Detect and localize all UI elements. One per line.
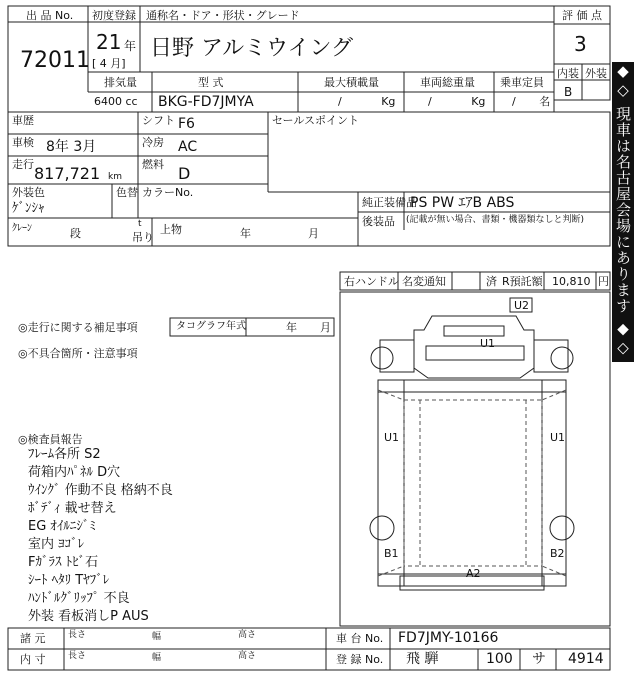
tacho-month: 月 bbox=[320, 321, 331, 334]
shift-label: シフト bbox=[142, 114, 175, 127]
tacho-label: タコグラフ年式 bbox=[176, 321, 246, 332]
inspector-item: ｳｲﾝｸﾞ 作動不良 格納不良 bbox=[28, 483, 173, 498]
reg-label: 登 録 No. bbox=[336, 653, 384, 666]
reg-kana: サ bbox=[532, 651, 546, 667]
inner-height-label: 高さ bbox=[238, 651, 257, 661]
inspector-label: ◎検査員報告 bbox=[18, 433, 83, 446]
mileage-unit: km bbox=[108, 172, 122, 182]
damage-mark: U1 bbox=[550, 431, 566, 444]
equipment-label: 純正装備品 bbox=[362, 196, 417, 209]
crane-stage: 段 bbox=[70, 227, 81, 240]
body-install-month: 月 bbox=[308, 227, 319, 240]
inspector-item: 室内 ﾖｺﾞﾚ bbox=[28, 537, 85, 552]
body-install-year: 年 bbox=[240, 227, 251, 240]
aftermarket-note: (記載が無い場合、書類・機器類なしと判断) bbox=[406, 215, 585, 225]
fuel-value: D bbox=[178, 164, 191, 183]
inspector-item: 荷箱内ﾊﾟﾈﾙ D穴 bbox=[28, 465, 121, 480]
color-no-label: カラーNo. bbox=[142, 186, 194, 199]
inspector-item: 外装 看板消しP AUS bbox=[28, 609, 149, 624]
chassis-label: 車 台 No. bbox=[336, 632, 384, 645]
max-load: / Kg bbox=[338, 95, 396, 108]
driving-notes-label: ◎走行に関する補足事項 bbox=[18, 321, 138, 334]
venue-banner bbox=[612, 62, 634, 362]
damage-mark: U1 bbox=[480, 337, 496, 350]
displacement: 6400 cc bbox=[94, 95, 138, 108]
damage-mark: B2 bbox=[550, 547, 565, 560]
gross-weight-label: 車両総重量 bbox=[420, 76, 475, 89]
inner-length-label: 長さ bbox=[68, 651, 87, 661]
recycle-deposit-label: R預託額 bbox=[502, 275, 543, 288]
crane-ton: t bbox=[138, 219, 142, 229]
inspector-item: ﾌﾚｰﾑ各所 S2 bbox=[28, 447, 101, 462]
damage-mark: U2 bbox=[514, 299, 530, 312]
lot-number: 72011 bbox=[20, 48, 90, 73]
crane-label: ｸﾚｰﾝ bbox=[12, 223, 32, 234]
fuel-label: 燃料 bbox=[142, 158, 164, 171]
gross-weight: / Kg bbox=[428, 95, 486, 108]
name-change-label: 名変通知 bbox=[402, 275, 446, 288]
aftermarket-label: 後装品 bbox=[362, 215, 395, 228]
model-label: 型 式 bbox=[198, 76, 224, 89]
equipment-value: PS PW ｴｱB ABS bbox=[410, 195, 515, 211]
body-install-label: 上物 bbox=[160, 223, 182, 236]
truck-diagram bbox=[370, 298, 574, 590]
inner-width-label: 幅 bbox=[152, 653, 162, 663]
capacity-label: 乗車定員 bbox=[500, 76, 544, 89]
chassis-number: FD7JMY-10166 bbox=[398, 630, 499, 646]
reg-class: 100 bbox=[486, 651, 513, 667]
displacement-label: 排気量 bbox=[104, 76, 137, 89]
interior-label: 内装 bbox=[557, 67, 579, 80]
color-label: 外装色 bbox=[12, 186, 45, 199]
dims-label: 諸 元 bbox=[20, 632, 46, 645]
venue-banner-text: ◆◇ 現車は名古屋会場にあります ◆◇ bbox=[614, 62, 632, 358]
inspector-item: EG ｵｲﾙﾆｼﾞﾐ bbox=[28, 519, 96, 534]
length-label: 長さ bbox=[68, 630, 87, 640]
sales-point-label: セールスポイント bbox=[272, 114, 360, 127]
crane-lift: 吊り bbox=[132, 231, 154, 244]
first-reg-label: 初度登録 bbox=[92, 9, 136, 22]
car-name: 日野 アルミウイング bbox=[150, 36, 354, 61]
interior-grade: B bbox=[564, 85, 573, 99]
exterior-label: 外装 bbox=[585, 67, 607, 80]
recycle-amount: 10,810 bbox=[552, 275, 591, 288]
lot-label: 出 品 No. bbox=[26, 9, 74, 22]
mileage-label: 走行 bbox=[12, 158, 34, 171]
recycle-done: 済 bbox=[486, 275, 497, 288]
ac-label: 冷房 bbox=[142, 136, 164, 149]
yen-label: 円 bbox=[598, 275, 609, 288]
score-label: 評 価 点 bbox=[562, 9, 602, 22]
width-label: 幅 bbox=[152, 632, 162, 642]
damage-mark: A2 bbox=[466, 567, 481, 580]
right-handle: 右ハンドル bbox=[344, 275, 399, 288]
inspection-label: 車検 bbox=[12, 136, 34, 149]
reg-year: 21 bbox=[96, 30, 122, 54]
ac-value: AC bbox=[178, 139, 198, 155]
inner-dims-label: 内 寸 bbox=[20, 653, 46, 666]
reg-area: 飛 騨 bbox=[406, 651, 439, 667]
score-value: 3 bbox=[574, 32, 587, 56]
inspector-item: ﾊﾝﾄﾞﾙｸﾞﾘｯﾌﾟ 不良 bbox=[28, 591, 130, 606]
inspector-item: ﾎﾞﾃﾞｨ 載せ替え bbox=[28, 501, 117, 516]
height-label: 高さ bbox=[238, 630, 257, 640]
color-swatch-label: 色替 bbox=[116, 186, 138, 199]
defects-label: ◎不具合箇所・注意事項 bbox=[18, 347, 138, 360]
reg-month: [ 4 月] bbox=[92, 57, 126, 70]
inspector-item: ｼｰﾄ ﾍﾀﾘ Tﾔﾌﾞﾚ bbox=[28, 573, 110, 588]
max-load-label: 最大積載量 bbox=[324, 76, 379, 89]
inspection-value: 8年 3月 bbox=[46, 139, 97, 155]
history-label: 車歴 bbox=[12, 114, 34, 127]
damage-mark: B1 bbox=[384, 547, 399, 560]
capacity: / 名 bbox=[512, 95, 551, 108]
mileage-value: 817,721 bbox=[34, 164, 101, 183]
reg-year-unit: 年 bbox=[124, 39, 137, 53]
inspector-item: Fｶﾞﾗｽ ﾄﾋﾞ石 bbox=[28, 555, 99, 570]
color-value: ｹﾞﾝｼｬ bbox=[12, 201, 45, 216]
damage-mark: U1 bbox=[384, 431, 400, 444]
shift-value: F6 bbox=[178, 116, 195, 132]
name-label: 通称名・ドア・形状・グレード bbox=[146, 9, 300, 22]
model: BKG-FD7JMYA bbox=[158, 94, 254, 110]
tacho-year: 年 bbox=[286, 321, 297, 334]
reg-number: 4914 bbox=[568, 651, 604, 667]
